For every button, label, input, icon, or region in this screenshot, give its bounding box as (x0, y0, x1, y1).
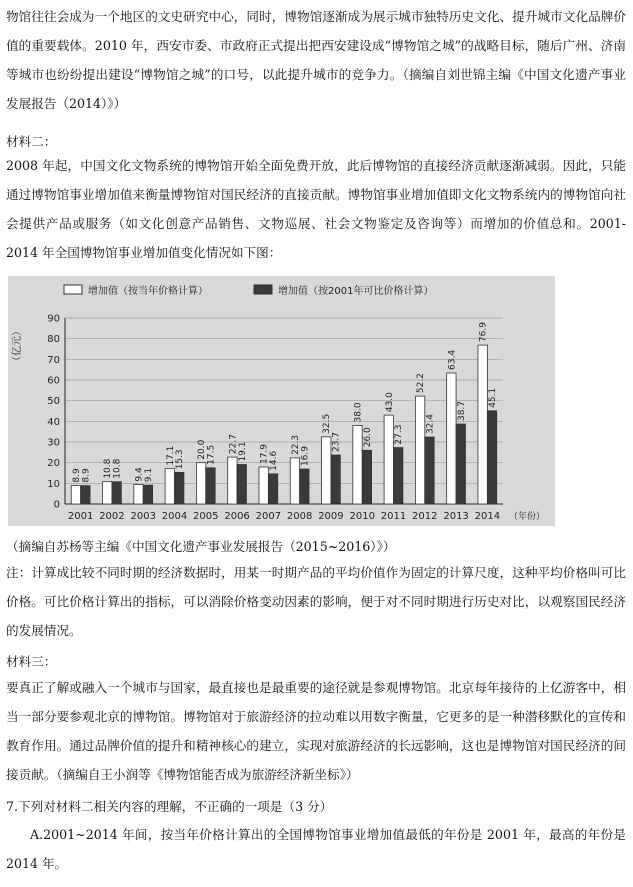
material-2-heading: 材料二： (6, 134, 57, 149)
paragraph-1: 物馆往往会成为一个地区的文史研究中心，同时，博物馆逐渐成为展示城市独特历史文化、提升城市文化品牌价值的重要载体。2010 年，西安市委、市政府正式提出把西安建设成“博物馆之城”的战略目标，随后广州、济南等城市也纷纷提出建设“博物馆之城”的口号，以此提升城市的竞争力。（摘编自刘世锦主编《中国文化遗产事业发展报告（2014）》） (6, 9, 626, 111)
museum-value-chart (8, 276, 555, 526)
bar-0-2014 (478, 345, 487, 504)
bar-0-2002 (103, 482, 112, 504)
paragraph-2: 2008 年起，中国文化文物系统的博物馆开始全面免费开放，此后博物馆的直接经济贡献逐渐减弱。因此，只能通过博物馆事业增加值来衡量博物馆对国民经济的直接贡献。博物馆事业增加值即文化文物系统内的博物馆向社会提供产品或服务（如文化创意产品销售、文物巡展、社会文物鉴定及咨询等）而增加的价值总和。2001-2014 年全国博物馆事业增加值变化情况如下图： (6, 158, 626, 260)
x-axis-suffix: （年份） (509, 512, 546, 522)
x-tick-label: 2003 (130, 511, 156, 522)
data-label-1-2010: 26.0 (362, 427, 373, 448)
legend-swatch-0 (64, 285, 82, 294)
bar-0-2007 (259, 467, 268, 504)
y-tick-label: 20 (47, 458, 60, 470)
data-label-1-2014: 45.1 (488, 387, 499, 408)
data-label-0-2013: 63.4 (447, 349, 458, 370)
x-tick-label: 2011 (380, 511, 407, 522)
bar-0-2006 (228, 457, 237, 504)
x-tick-label: 2014 (474, 511, 501, 522)
data-label-1-2009: 23.7 (331, 431, 342, 453)
data-label-0-2010: 38.0 (353, 402, 364, 423)
bar-1-2009 (331, 455, 340, 504)
x-tick-label: 2004 (161, 511, 188, 522)
legend-swatch-1 (254, 285, 272, 294)
y-tick-label: 70 (47, 354, 60, 366)
bar-0-2010 (353, 425, 362, 504)
bar-0-2001 (71, 486, 80, 504)
bar-1-2002 (112, 482, 121, 504)
data-label-1-2001: 8.9 (81, 468, 92, 483)
x-tick-label: 2006 (224, 511, 250, 522)
bar-1-2006 (237, 465, 246, 504)
bar-0-2003 (134, 485, 143, 504)
data-label-0-2005: 20.0 (197, 439, 208, 460)
data-label-0-2006: 22.7 (228, 434, 239, 455)
x-tick-label: 2009 (318, 511, 344, 522)
bar-1-2005 (206, 468, 215, 504)
data-label-0-2002: 10.8 (103, 458, 114, 479)
data-label-0-2003: 9.4 (134, 467, 145, 482)
bar-0-2011 (384, 415, 393, 504)
bar-0-2013 (447, 373, 456, 504)
bar-1-2003 (143, 485, 152, 504)
y-tick-label: 40 (47, 416, 60, 428)
data-label-0-2008: 22.3 (290, 434, 301, 455)
legend-label-0: 增加值（按当年价格计算） (88, 286, 208, 297)
data-label-1-2008: 16.9 (300, 446, 311, 467)
data-label-0-2012: 52.2 (416, 373, 427, 394)
data-label-0-2001: 8.9 (71, 468, 82, 483)
bar-0-2008 (290, 458, 299, 504)
data-label-1-2007: 14.6 (269, 450, 280, 471)
bar-1-2011 (394, 448, 403, 504)
x-tick-label: 2013 (443, 511, 469, 522)
data-label-1-2005: 17.5 (206, 444, 217, 465)
bar-1-2012 (425, 437, 434, 504)
paragraph-3: 要真正了解或融入一个城市与国家，最直接也是最重要的途径就是参观博物馆。北京每年接待的上亿游客中，相当一部分要参观北京的博物馆。博物馆对于旅游经济的拉动难以用数字衡量，它更多的是一种潜移默化的宣传和教育作用。通过品牌价值的提升和精神核心的建立，实现对旅游经济的长远影响，这也是博物馆对国民经济的间接贡献。（摘编自王小润等《博物馆能否成为旅游经济新坐标》） (6, 680, 626, 782)
data-label-0-2009: 32.5 (322, 413, 333, 434)
x-tick-label: 2007 (255, 511, 282, 522)
y-axis-label: （亿元） (12, 326, 23, 366)
y-tick-label: 50 (47, 396, 60, 408)
data-label-1-2013: 38.7 (456, 400, 467, 422)
x-tick-label: 2008 (286, 511, 313, 522)
bar-0-2012 (415, 396, 424, 504)
data-label-0-2011: 43.0 (384, 392, 395, 413)
x-tick-label: 2012 (412, 511, 438, 522)
material-3-heading: 材料三： (6, 654, 57, 669)
y-tick-label: 30 (47, 437, 60, 449)
bar-1-2001 (81, 486, 90, 504)
chart-source-caption: （摘编自苏杨等主编《中国文化遗产事业发展报告（2015~2016）》） (6, 539, 396, 554)
y-tick-label: 80 (47, 334, 60, 346)
bar-0-2009 (322, 437, 331, 504)
data-label-1-2003: 9.1 (143, 467, 154, 483)
bar-1-2004 (175, 472, 184, 504)
data-label-0-2007: 17.9 (259, 443, 270, 465)
data-label-1-2004: 15.3 (175, 449, 186, 470)
legend-label-1: 增加值（按2001年可比价格计算） (278, 286, 434, 297)
data-label-0-2004: 17.1 (165, 445, 176, 466)
chart-svg (8, 276, 555, 526)
x-tick-label: 2005 (193, 511, 219, 522)
note-paragraph: 注：计算成比较不同时期的经济数据时，用某一时期产品的平均价值作为固定的计算尺度，这种平均价格叫可比价格。可比价格计算出的指标，可以消除价格变动因素的影响，便于对不同时期进行历史对比，以观察国民经济的发展情况。 (6, 565, 626, 638)
option-a: A.2001~2014 年间，按当年价格计算出的全国博物馆事业增加值最低的年份是 2001 年，最高的年份是 2014 年。 (6, 827, 626, 871)
bar-1-2007 (268, 474, 277, 504)
y-tick-label: 10 (47, 478, 60, 490)
x-tick-label: 2002 (99, 511, 125, 522)
data-label-1-2012: 32.4 (425, 413, 436, 435)
bar-1-2008 (300, 469, 309, 504)
bar-1-2014 (487, 411, 496, 504)
data-label-1-2006: 19.1 (237, 441, 248, 462)
y-tick-label: 90 (47, 313, 60, 325)
x-tick-label: 2001 (67, 511, 94, 522)
data-label-1-2002: 10.8 (112, 458, 123, 479)
x-tick-label: 2010 (349, 511, 375, 522)
bar-0-2005 (196, 463, 205, 504)
question-7: 7.下列对材料二相关内容的理解，不正确的一项是（3 分） (6, 799, 333, 814)
bar-1-2010 (362, 450, 371, 504)
bar-0-2004 (165, 469, 174, 504)
data-label-1-2011: 27.3 (394, 424, 405, 445)
data-label-0-2014: 76.9 (478, 322, 489, 343)
y-tick-label: 0 (53, 499, 60, 511)
bar-1-2013 (456, 424, 465, 504)
y-tick-label: 60 (47, 375, 60, 387)
